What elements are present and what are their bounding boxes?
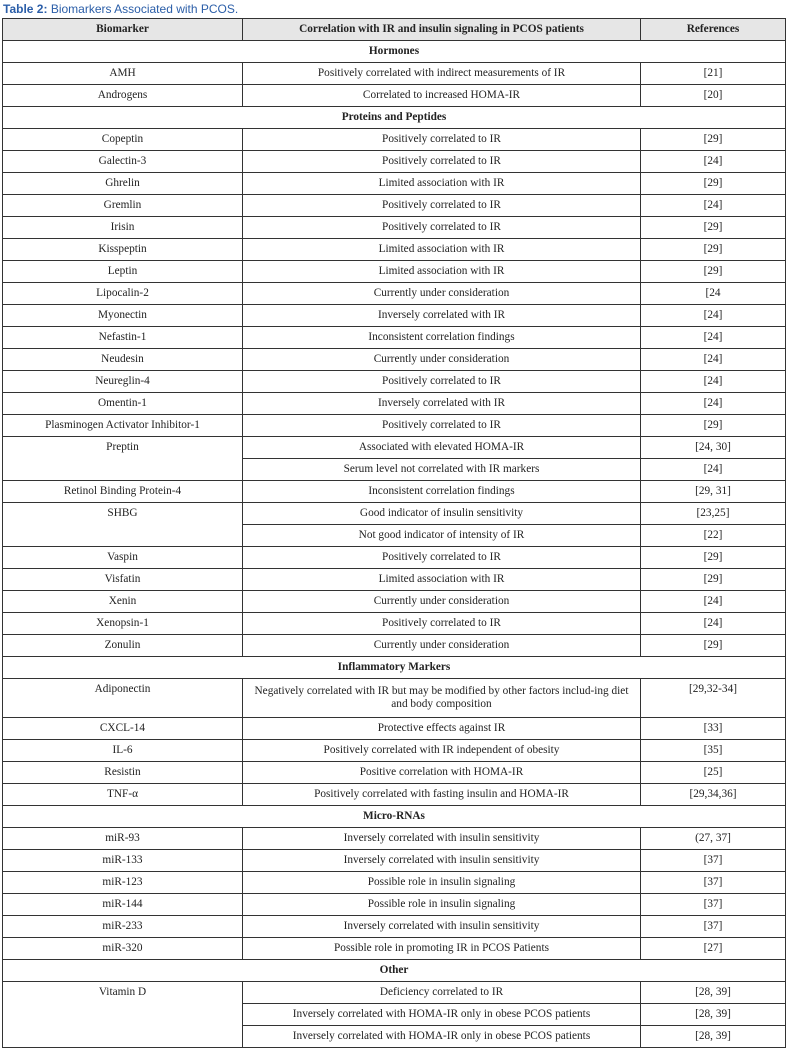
references-cell: [24] <box>641 349 786 371</box>
correlation-cell: Correlated to increased HOMA-IR <box>243 85 641 107</box>
table-caption <box>3 0 238 18</box>
table-row <box>3 415 786 437</box>
table-row <box>3 393 786 415</box>
table-row <box>3 591 786 613</box>
references-cell: [21] <box>641 63 786 85</box>
references-cell: [29,32-34] <box>641 679 786 718</box>
section-title: Micro-RNAs <box>3 806 786 828</box>
references-cell: [20] <box>641 85 786 107</box>
references-cell: [25] <box>641 762 786 784</box>
correlation-cell: Limited association with IR <box>243 569 641 591</box>
correlation-cell: Inversely correlated with IR <box>243 305 641 327</box>
references-cell: [24] <box>641 613 786 635</box>
references-cell: [27] <box>641 938 786 960</box>
table-row <box>3 850 786 872</box>
biomarker-cell: Copeptin <box>3 129 243 151</box>
table-row <box>3 173 786 195</box>
section-row <box>3 107 786 129</box>
header-row <box>3 19 786 41</box>
table-row <box>3 283 786 305</box>
table-row <box>3 784 786 806</box>
correlation-cell: Inconsistent correlation findings <box>243 481 641 503</box>
section-title: Other <box>3 960 786 982</box>
biomarker-cell: Androgens <box>3 85 243 107</box>
correlation-cell: Positively correlated to IR <box>243 371 641 393</box>
correlation-cell: Limited association with IR <box>243 261 641 283</box>
table-body <box>3 41 786 1048</box>
references-cell: [24 <box>641 283 786 305</box>
section-row <box>3 657 786 679</box>
correlation-cell: Inversely correlated with HOMA-IR only in obese PCOS patients <box>243 1004 641 1026</box>
biomarker-cell: SHBG <box>3 503 243 547</box>
biomarker-cell: Kisspeptin <box>3 239 243 261</box>
biomarker-cell: AMH <box>3 63 243 85</box>
references-cell: [22] <box>641 525 786 547</box>
section-title: Inflammatory Markers <box>3 657 786 679</box>
biomarker-cell: Zonulin <box>3 635 243 657</box>
biomarker-cell: miR-320 <box>3 938 243 960</box>
table-row <box>3 872 786 894</box>
table-row <box>3 982 786 1004</box>
biomarker-cell: TNF-α <box>3 784 243 806</box>
biomarker-cell: Xenopsin-1 <box>3 613 243 635</box>
references-cell: [35] <box>641 740 786 762</box>
references-cell: [24] <box>641 591 786 613</box>
correlation-cell: Positively correlated to IR <box>243 195 641 217</box>
references-cell: [29] <box>641 217 786 239</box>
references-cell: [24] <box>641 195 786 217</box>
biomarker-cell: Leptin <box>3 261 243 283</box>
table-row <box>3 503 786 525</box>
correlation-cell: Limited association with IR <box>243 173 641 195</box>
correlation-cell: Not good indicator of intensity of IR <box>243 525 641 547</box>
correlation-cell: Positive correlation with HOMA-IR <box>243 762 641 784</box>
biomarker-cell: Visfatin <box>3 569 243 591</box>
correlation-cell: Possible role in promoting IR in PCOS Patients <box>243 938 641 960</box>
biomarker-cell: Ghrelin <box>3 173 243 195</box>
references-cell: [24] <box>641 459 786 481</box>
correlation-cell: Positively correlated to IR <box>243 217 641 239</box>
table-row <box>3 938 786 960</box>
table-row <box>3 217 786 239</box>
header-references: References <box>641 19 786 41</box>
correlation-cell: Serum level not correlated with IR markers <box>243 459 641 481</box>
table-caption-label: Table 2: <box>3 2 48 16</box>
correlation-cell: Good indicator of insulin sensitivity <box>243 503 641 525</box>
table-row <box>3 305 786 327</box>
table-row <box>3 327 786 349</box>
references-cell: [23,25] <box>641 503 786 525</box>
section-row <box>3 806 786 828</box>
correlation-cell: Positively correlated to IR <box>243 415 641 437</box>
correlation-cell: Associated with elevated HOMA-IR <box>243 437 641 459</box>
table-row <box>3 63 786 85</box>
header-correlation: Correlation with IR and insulin signaling in PCOS patients <box>243 19 641 41</box>
section-row <box>3 960 786 982</box>
references-cell: [28, 39] <box>641 1004 786 1026</box>
references-cell: [24] <box>641 305 786 327</box>
section-title: Proteins and Peptides <box>3 107 786 129</box>
references-cell: [29, 31] <box>641 481 786 503</box>
references-cell: [33] <box>641 718 786 740</box>
correlation-cell: Negatively correlated with IR but may be modified by other factors includ-ing diet and body composition <box>243 679 641 718</box>
biomarker-cell: Resistin <box>3 762 243 784</box>
references-cell: [37] <box>641 916 786 938</box>
correlation-cell: Positively correlated with IR independent of obesity <box>243 740 641 762</box>
biomarker-cell: miR-133 <box>3 850 243 872</box>
references-cell: [24] <box>641 327 786 349</box>
table-row <box>3 894 786 916</box>
section-title: Hormones <box>3 41 786 63</box>
references-cell: [29] <box>641 261 786 283</box>
biomarker-cell: miR-233 <box>3 916 243 938</box>
correlation-cell: Inversely correlated with insulin sensitivity <box>243 850 641 872</box>
correlation-cell: Positively correlated to IR <box>243 613 641 635</box>
table-caption-text: Biomarkers Associated with PCOS. <box>50 2 239 16</box>
references-cell: [37] <box>641 850 786 872</box>
correlation-cell: Positively correlated with fasting insulin and HOMA-IR <box>243 784 641 806</box>
biomarker-cell: Preptin <box>3 437 243 481</box>
references-cell: [29] <box>641 129 786 151</box>
section-row <box>3 41 786 63</box>
biomarker-cell: Plasminogen Activator Inhibitor-1 <box>3 415 243 437</box>
table-row <box>3 828 786 850</box>
biomarker-cell: Vaspin <box>3 547 243 569</box>
table-row <box>3 916 786 938</box>
correlation-cell: Possible role in insulin signaling <box>243 872 641 894</box>
correlation-cell: Inversely correlated with insulin sensitivity <box>243 828 641 850</box>
table-row <box>3 718 786 740</box>
biomarker-cell: CXCL-14 <box>3 718 243 740</box>
biomarker-cell: Nefastin-1 <box>3 327 243 349</box>
correlation-cell: Positively correlated to IR <box>243 547 641 569</box>
biomarker-cell: Xenin <box>3 591 243 613</box>
table-row <box>3 740 786 762</box>
references-cell: [29] <box>641 569 786 591</box>
table-row <box>3 437 786 459</box>
table-row <box>3 151 786 173</box>
table-row <box>3 239 786 261</box>
biomarker-cell: Neureglin-4 <box>3 371 243 393</box>
references-cell: [37] <box>641 872 786 894</box>
references-cell: [29,34,36] <box>641 784 786 806</box>
biomarkers-table <box>2 18 786 1048</box>
references-cell: [29] <box>641 635 786 657</box>
correlation-cell: Currently under consideration <box>243 591 641 613</box>
correlation-cell: Positively correlated with indirect measurements of IR <box>243 63 641 85</box>
correlation-cell: Currently under consideration <box>243 283 641 305</box>
biomarker-cell: Adiponectin <box>3 679 243 718</box>
table-row <box>3 635 786 657</box>
biomarker-cell: miR-123 <box>3 872 243 894</box>
biomarker-cell: Gremlin <box>3 195 243 217</box>
biomarker-cell: Galectin-3 <box>3 151 243 173</box>
correlation-cell: Protective effects against IR <box>243 718 641 740</box>
references-cell: [24, 30] <box>641 437 786 459</box>
biomarker-cell: Lipocalin-2 <box>3 283 243 305</box>
references-cell: [24] <box>641 151 786 173</box>
table-row <box>3 569 786 591</box>
biomarker-cell: Omentin-1 <box>3 393 243 415</box>
references-cell: [24] <box>641 393 786 415</box>
biomarker-cell: Retinol Binding Protein-4 <box>3 481 243 503</box>
table-row <box>3 481 786 503</box>
table-header <box>3 19 786 41</box>
table-row <box>3 762 786 784</box>
table-row <box>3 679 786 718</box>
biomarker-cell: Irisin <box>3 217 243 239</box>
correlation-cell: Currently under consideration <box>243 349 641 371</box>
correlation-cell: Limited association with IR <box>243 239 641 261</box>
table-row <box>3 261 786 283</box>
table-row <box>3 129 786 151</box>
references-cell: (27, 37] <box>641 828 786 850</box>
references-cell: [28, 39] <box>641 982 786 1004</box>
references-cell: [37] <box>641 894 786 916</box>
references-cell: [29] <box>641 547 786 569</box>
table-row <box>3 547 786 569</box>
correlation-cell: Currently under consideration <box>243 635 641 657</box>
references-cell: [24] <box>641 371 786 393</box>
table-row <box>3 195 786 217</box>
table-row <box>3 613 786 635</box>
correlation-cell: Deficiency correlated to IR <box>243 982 641 1004</box>
biomarker-cell: miR-144 <box>3 894 243 916</box>
correlation-cell: Inconsistent correlation findings <box>243 327 641 349</box>
references-cell: [28, 39] <box>641 1026 786 1048</box>
table-row <box>3 85 786 107</box>
biomarker-cell: Neudesin <box>3 349 243 371</box>
biomarker-cell: Myonectin <box>3 305 243 327</box>
correlation-cell: Inversely correlated with HOMA-IR only in obese PCOS patients <box>243 1026 641 1048</box>
references-cell: [29] <box>641 173 786 195</box>
references-cell: [29] <box>641 415 786 437</box>
correlation-cell: Inversely correlated with IR <box>243 393 641 415</box>
biomarker-cell: IL-6 <box>3 740 243 762</box>
correlation-cell: Positively correlated to IR <box>243 129 641 151</box>
header-biomarker: Biomarker <box>3 19 243 41</box>
biomarker-cell: miR-93 <box>3 828 243 850</box>
biomarker-cell: Vitamin D <box>3 982 243 1048</box>
references-cell: [29] <box>641 239 786 261</box>
correlation-cell: Inversely correlated with insulin sensitivity <box>243 916 641 938</box>
correlation-cell: Positively correlated to IR <box>243 151 641 173</box>
correlation-cell: Possible role in insulin signaling <box>243 894 641 916</box>
table-row <box>3 349 786 371</box>
table-row <box>3 371 786 393</box>
